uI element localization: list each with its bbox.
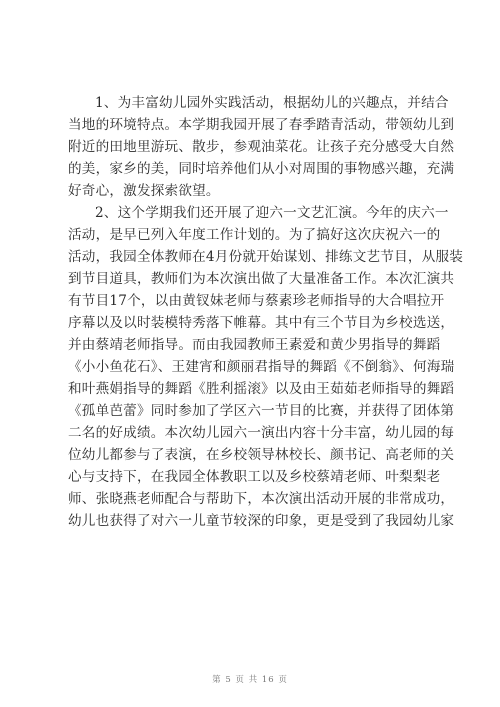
text-line: 师、张晓燕老师配合与帮助下，本次演出活动开展的非常成功，	[68, 491, 455, 507]
page-number: 第 5 页 共 16 页	[212, 675, 288, 685]
text-line: 《小小鱼花石》、王建宵和颜丽君指导的舞蹈《不倒翁》、何海瑞	[68, 359, 455, 375]
document-body	[68, 92, 464, 532]
text-line: 和叶燕娟指导的舞蹈《胜利摇滚》以及由王茹茹老师指导的舞蹈	[68, 381, 455, 397]
text-line: 附近的田地里游玩、散步，参观油菜花。让孩子充分感受大自然	[68, 139, 455, 155]
text-line: 好奇心，激发探索欲望。	[68, 183, 220, 199]
text-line: 序幕以及以时装模特秀落下帷幕。其中有三个节目为乡校选送，	[68, 315, 455, 331]
text-line: 1、为丰富幼儿园外实践活动，根据幼儿的兴趣点，并结合	[95, 95, 449, 111]
text-line: 2、这个学期我们还开展了迎六一文艺汇演。今年的庆六一	[95, 205, 449, 221]
text-line: 活动，是早已列入年度工作计划的。为了搞好这次庆祝六一的	[68, 227, 441, 243]
paragraph-2	[68, 202, 464, 532]
text-line: 当地的环境特点。本学期我园开展了春季踏青活动，带领幼儿到	[68, 117, 455, 133]
text-line: 幼儿也获得了对六一儿童节较深的印象，更是受到了我园幼儿家	[68, 513, 455, 529]
text-line: 二名的好成绩。本次幼儿园六一演出内容十分丰富，幼儿园的每	[68, 425, 455, 441]
text-line: 《孤单芭蕾》同时参加了学区六一节目的比赛，并获得了团体第	[68, 403, 455, 419]
text-line: 的美，家乡的美，同时培养他们从小对周围的事物感兴趣，充满	[68, 161, 455, 177]
text-line: 并由蔡靖老师指导。而由我园教师王素爱和黄少男指导的舞蹈	[68, 337, 441, 353]
paragraph-1	[68, 92, 455, 202]
text-line: 活动，我园全体教师在4月份就开始谋划、排练文艺节目，从服装	[68, 249, 464, 265]
text-line: 有节目17个，以由黄钗妹老师与蔡素珍老师指导的大合唱拉开	[68, 293, 445, 309]
text-line: 心与支持下，在我园全体教职工以及乡校蔡靖老师、叶梨梨老	[68, 469, 441, 485]
text-line: 位幼儿都参与了表演，在乡校领导林校长、颜书记、高老师的关	[68, 447, 455, 463]
text-line: 到节目道具，教师们为本次演出做了大量准备工作。本次汇演共	[68, 271, 455, 287]
